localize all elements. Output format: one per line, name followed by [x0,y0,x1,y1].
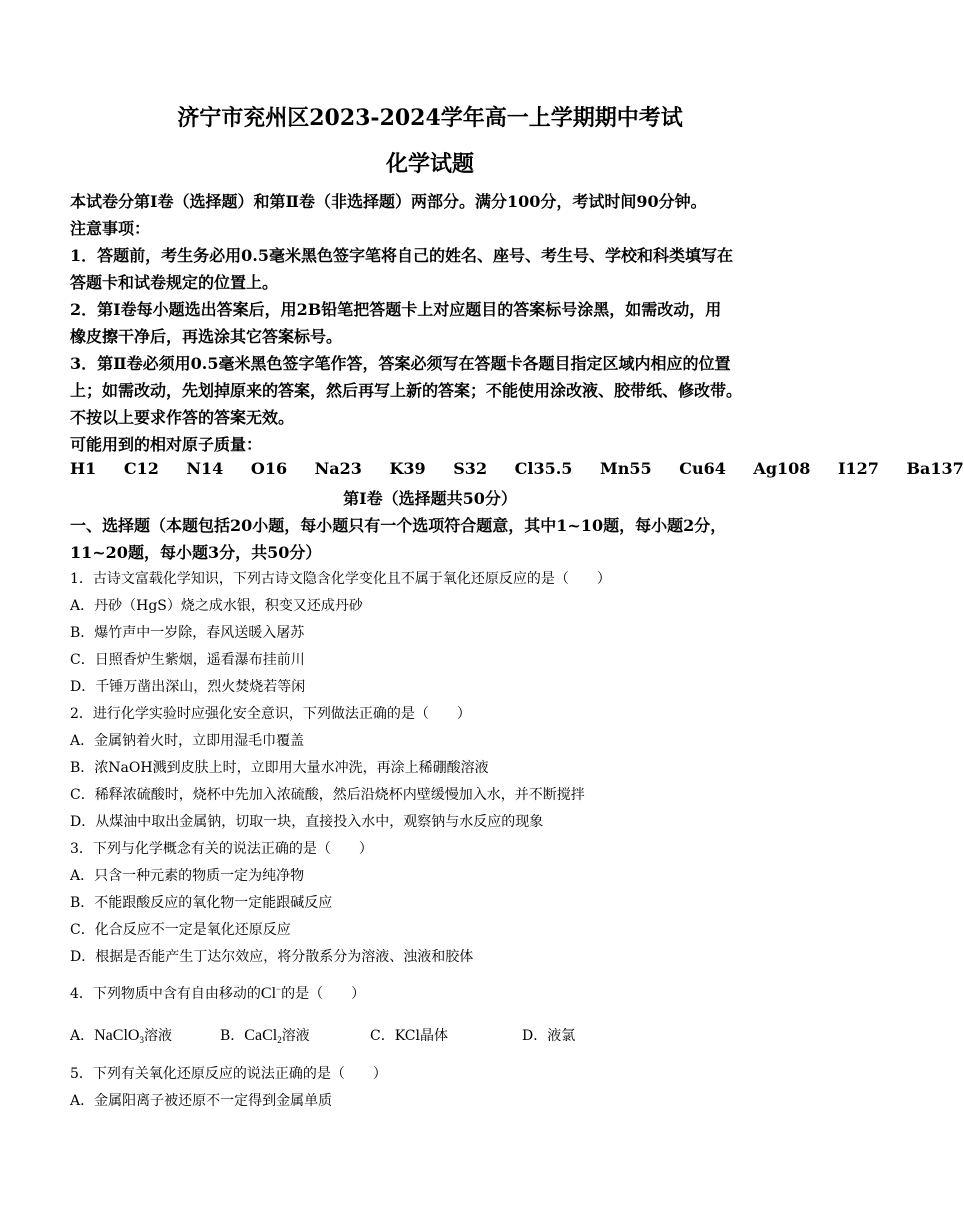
answer-option: B．不能跟酸反应的氧化物一定能跟碱反应 [70,895,333,911]
answer-option [220,1025,370,1045]
atomic-mass: N14 [186,459,224,478]
answer-option: A．金属钠着火时，立即用湿毛巾覆盖 [70,733,305,749]
atomic-mass: Cl35.5 [514,459,573,478]
section-heading: 一、选择题（本题包括20小题，每小题只有一个选项符合题意，其中1~10题，每小题2分， [70,516,727,535]
stem-text: 4．下列物质中含有自由移动的 [70,986,261,1002]
chloride-ion [261,985,281,1002]
ion-symbol: Cl [260,985,277,1002]
section-heading: 11~20题，每小题3分，共50分） [70,543,322,562]
answer-option: C．日照香炉生紫烟，遥看瀑布挂前川 [70,652,305,668]
chemical-formula [244,1027,281,1044]
atomic-mass: Ag108 [753,459,811,478]
option-text: 溶液 [143,1028,172,1044]
option-text: 溶液 [281,1028,310,1044]
answer-option: A．只含一种元素的物质一定为纯净物 [70,868,305,884]
formula-text: CaCl [244,1027,278,1044]
intro-line: 本试卷分第Ⅰ卷（选择题）和第Ⅱ卷（非选择题）两部分。满分100分，考试时间90分钟。 [70,192,707,211]
question-stem [70,983,365,1003]
question-stem: 1．古诗文富载化学知识，下列古诗文隐含化学变化且不属于氧化还原反应的是（ ） [70,571,611,587]
notice-line: 1．答题前，考生务必用0.5毫米黑色签字笔将自己的姓名、座号、考生号、学校和科类填写在 [70,246,733,265]
option-label: A． [70,1028,95,1044]
part1-heading: 第Ⅰ卷（选择题共50分） [343,489,517,508]
question-stem: 5．下列有关氧化还原反应的说法正确的是（ ） [70,1066,387,1082]
notice-line: 2．第Ⅰ卷每小题选出答案后，用2B铅笔把答题卡上对应题目的答案标号涂黑，如需改动，用 [70,300,722,319]
stem-text: 的是（ ） [281,986,366,1002]
atomic-mass: Na23 [314,459,362,478]
atomic-mass: O16 [250,459,288,478]
exam-title: 济宁市兖州区2023-2024学年高一上学期期中考试 [177,105,683,131]
atomic-mass: K39 [389,459,426,478]
notice-line: 不按以上要求作答的答案无效。 [70,408,295,427]
answer-option: C．稀释浓硫酸时，烧杯中先加入浓硫酸，然后沿烧杯内壁缓慢加入水，并不断搅拌 [70,787,585,803]
atomic-mass: S32 [453,459,488,478]
option-label: B． [220,1028,245,1044]
formula-subscript: 3 [139,1035,144,1045]
masses-heading: 可能用到的相对原子质量： [70,435,263,454]
chemical-formula [94,1027,144,1044]
answer-option: B．爆竹声中一岁除，春风送暖入屠苏 [70,625,305,641]
notice-heading: 注意事项： [70,219,151,238]
answer-option: C．化合反应不一定是氧化还原反应 [70,922,291,938]
question-stem: 2．进行化学实验时应强化安全意识，下列做法正确的是（ ） [70,706,471,722]
atomic-mass: Mn55 [600,459,652,478]
formula-text: NaClO [94,1027,140,1044]
notice-line: 答题卡和试卷规定的位置上。 [70,273,279,292]
notice-line: 上；如需改动，先划掉原来的答案，然后再写上新的答案；不能使用涂改液、胶带纸、修改带。 [70,381,743,400]
atomic-mass: H1 [70,459,97,478]
answer-option: D．千锤万凿出深山，烈火焚烧若等闲 [70,679,306,695]
answer-options-row [70,1025,575,1045]
notice-line: 3．第Ⅱ卷必须用0.5毫米黑色签字笔作答，答案必须写在答题卡各题目指定区域内相应的位置 [70,354,731,373]
atomic-mass: Cu64 [679,459,726,478]
question-stem: 3．下列与化学概念有关的说法正确的是（ ） [70,841,373,857]
atomic-mass: I127 [838,459,879,478]
answer-option: A．丹砂（HgS）烧之成水银，积变又还成丹砂 [70,598,363,614]
answer-option: D．根据是否能产生丁达尔效应，将分散系分为溶液、浊液和胶体 [70,949,474,965]
formula-subscript: 2 [277,1035,282,1045]
notice-line: 橡皮擦干净后，再选涂其它答案标号。 [70,327,343,346]
atomic-mass: C12 [123,459,159,478]
ion-charge: − [276,984,282,994]
atomic-mass: Ba137 [906,459,964,478]
answer-option: C．KCl晶体 [370,1028,448,1044]
answer-option [70,1025,220,1045]
exam-subject: 化学试题 [385,151,474,177]
atomic-masses [70,459,964,478]
answer-option: B．浓NaOH溅到皮肤上时，立即用大量水冲洗，再涂上稀硼酸溶液 [70,760,489,776]
answer-option: D．液氯 [522,1028,576,1044]
answer-option: D．从煤油中取出金属钠，切取一块，直接投入水中，观察钠与水反应的现象 [70,814,544,830]
answer-option: A．金属阳离子被还原不一定得到金属单质 [70,1093,333,1109]
